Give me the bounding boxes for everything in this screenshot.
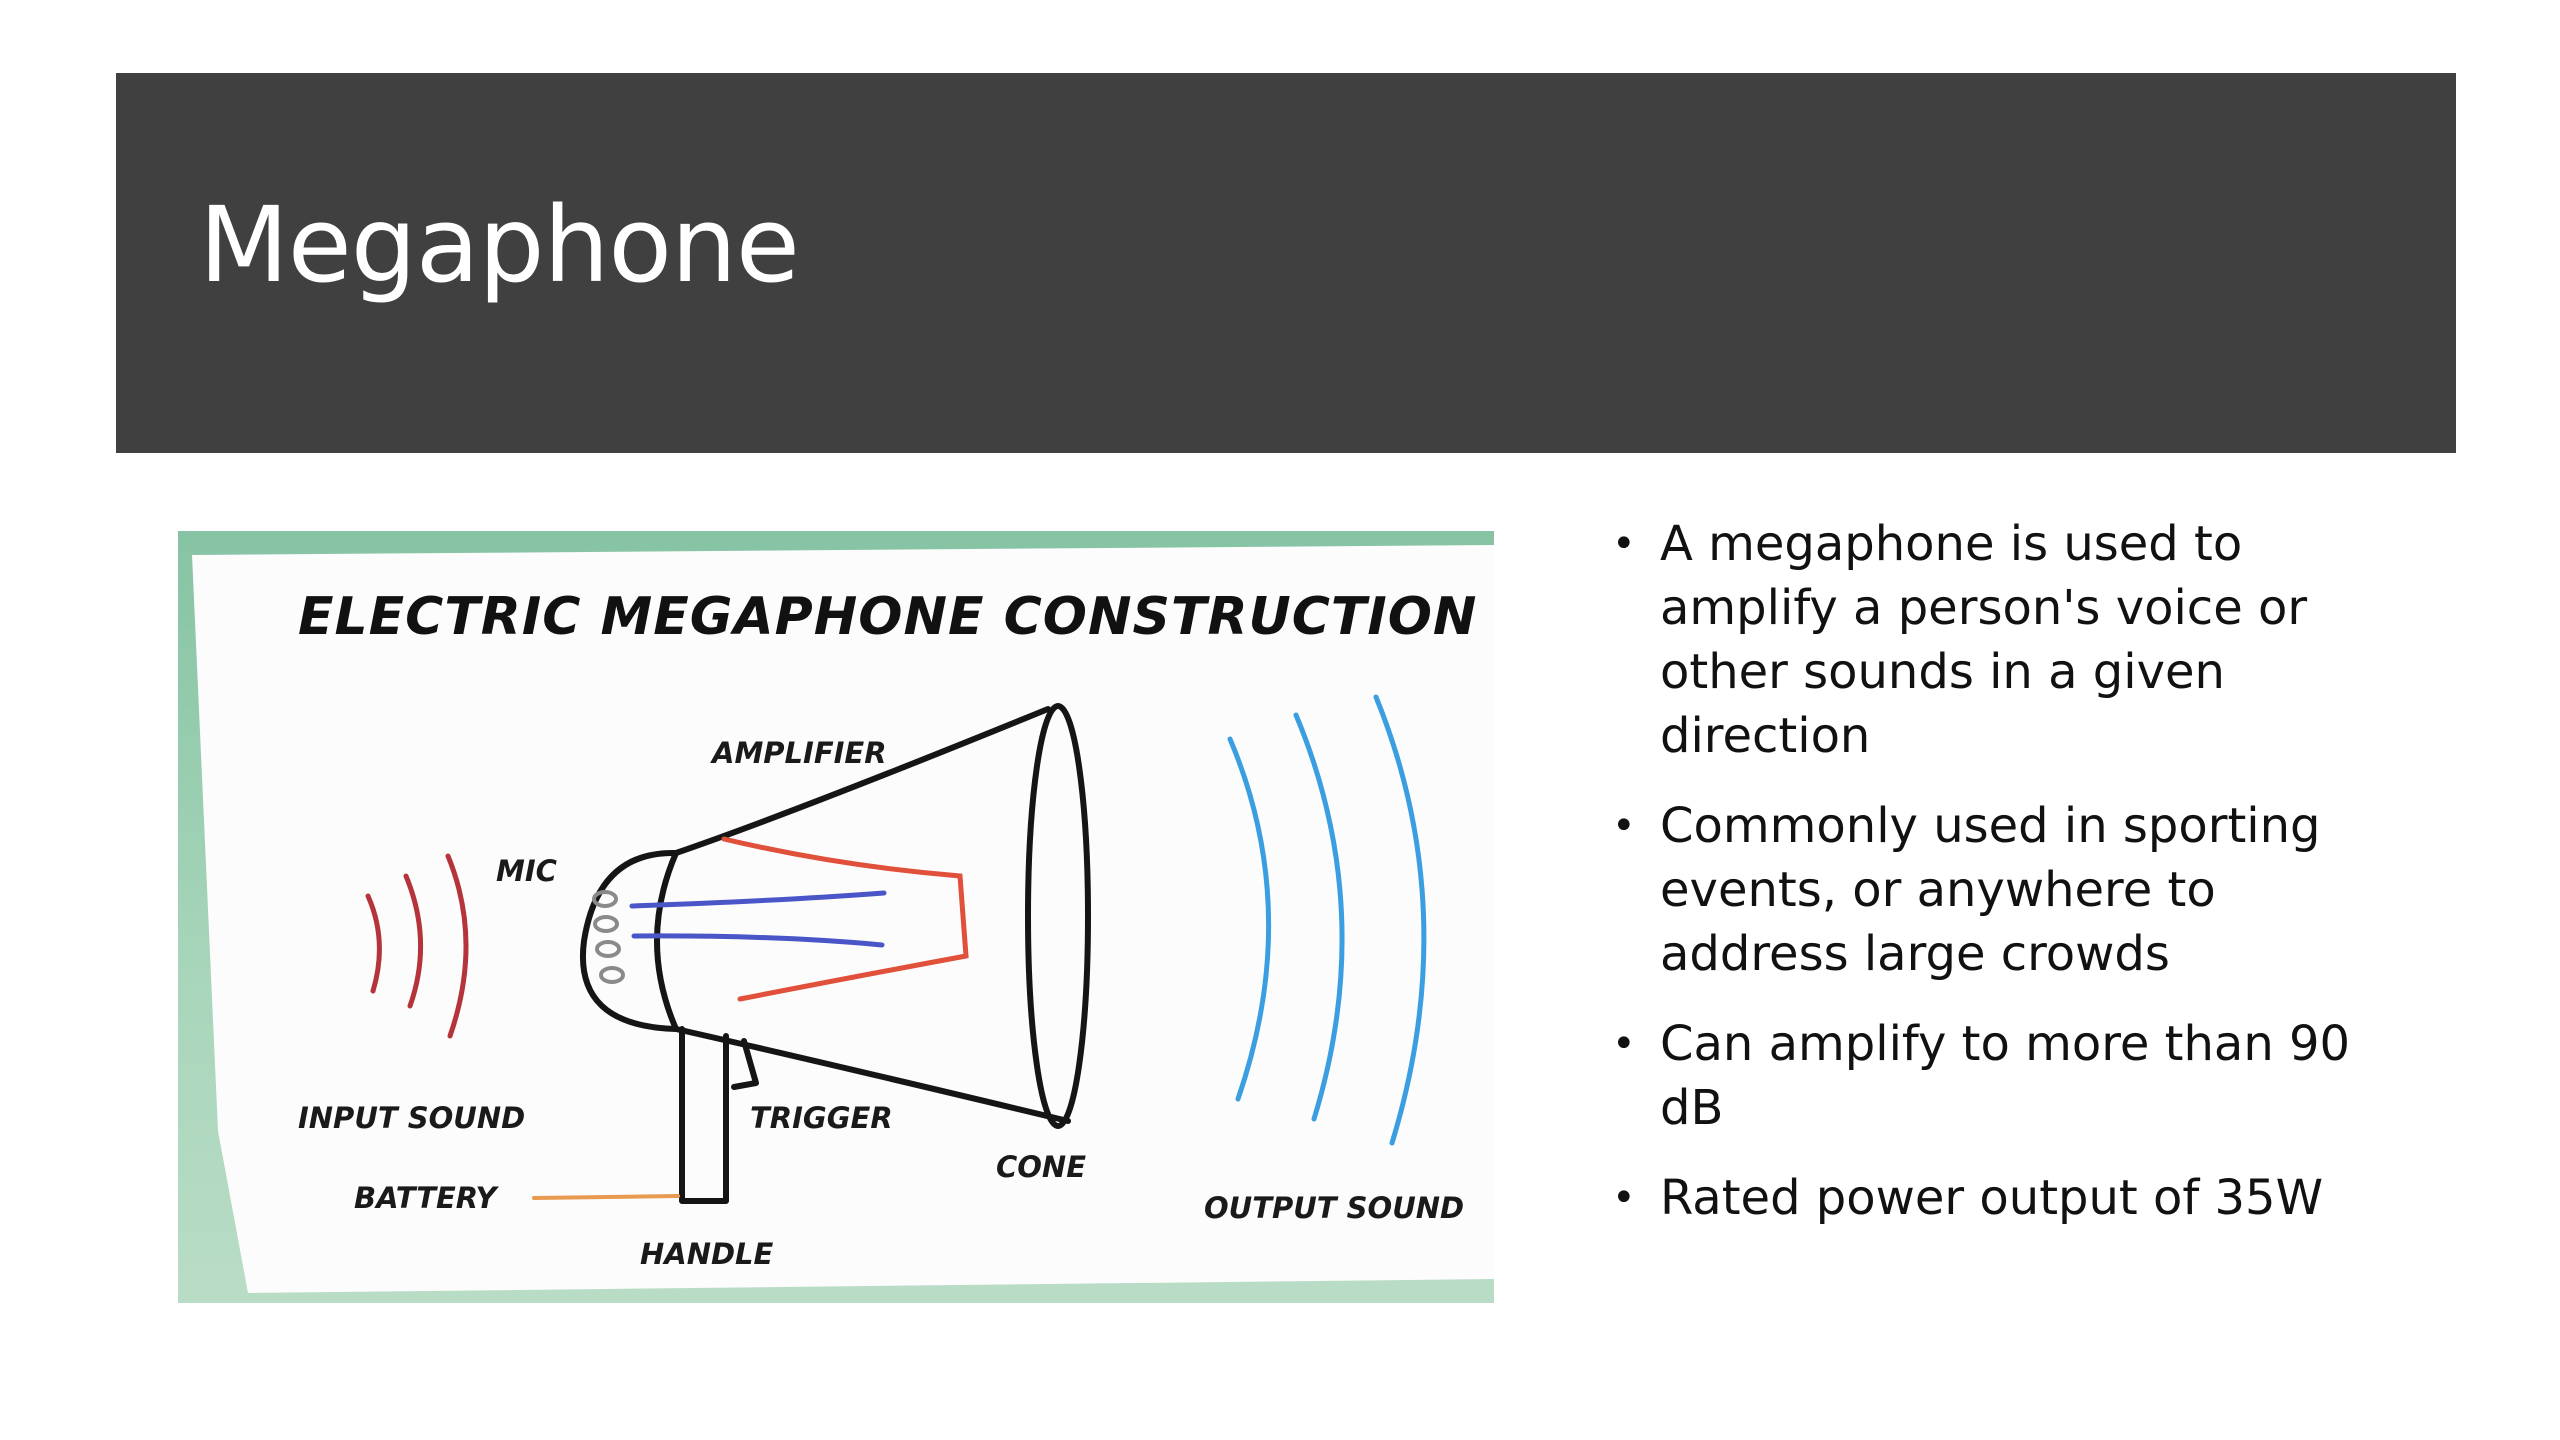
bullet-item — [1610, 1166, 2410, 1230]
label-input-sound: INPUT SOUND — [298, 1101, 526, 1135]
bullet-marker: • — [1612, 521, 1636, 567]
bullet-marker: • — [1612, 1175, 1636, 1221]
diagram-title: ELECTRIC MEGAPHONE CONSTRUCTION — [298, 587, 1478, 647]
battery-wire — [534, 1196, 678, 1198]
bullet-text: Commonly used in sporting events, or anywhere to address large crowds — [1660, 798, 2321, 982]
bullet-list — [1610, 512, 2410, 1256]
bullet-text: Can amplify to more than 90 dB — [1660, 1016, 2351, 1136]
bullet-text: A megaphone is used to amplify a person's voice or other sounds in a given direction — [1660, 516, 2308, 764]
label-trigger: TRIGGER — [750, 1101, 893, 1135]
bullet-item — [1610, 1012, 2410, 1140]
slide-title: Megaphone — [199, 184, 799, 306]
bullet-item — [1610, 512, 2410, 768]
label-handle: HANDLE — [640, 1237, 774, 1271]
bullet-item — [1610, 794, 2410, 986]
bullet-marker: • — [1612, 1021, 1636, 1067]
label-output-sound: OUTPUT SOUND — [1204, 1191, 1465, 1225]
label-battery: BATTERY — [354, 1181, 497, 1215]
label-amplifier: AMPLIFIER — [712, 736, 887, 770]
bullet-marker: • — [1612, 803, 1636, 849]
label-cone: CONE — [996, 1150, 1087, 1184]
title-band — [116, 73, 2456, 453]
label-mic: MIC — [496, 854, 557, 888]
bullet-text: Rated power output of 35W — [1660, 1170, 2324, 1226]
megaphone-diagram-image — [178, 531, 1494, 1303]
diagram-svg — [178, 531, 1494, 1303]
